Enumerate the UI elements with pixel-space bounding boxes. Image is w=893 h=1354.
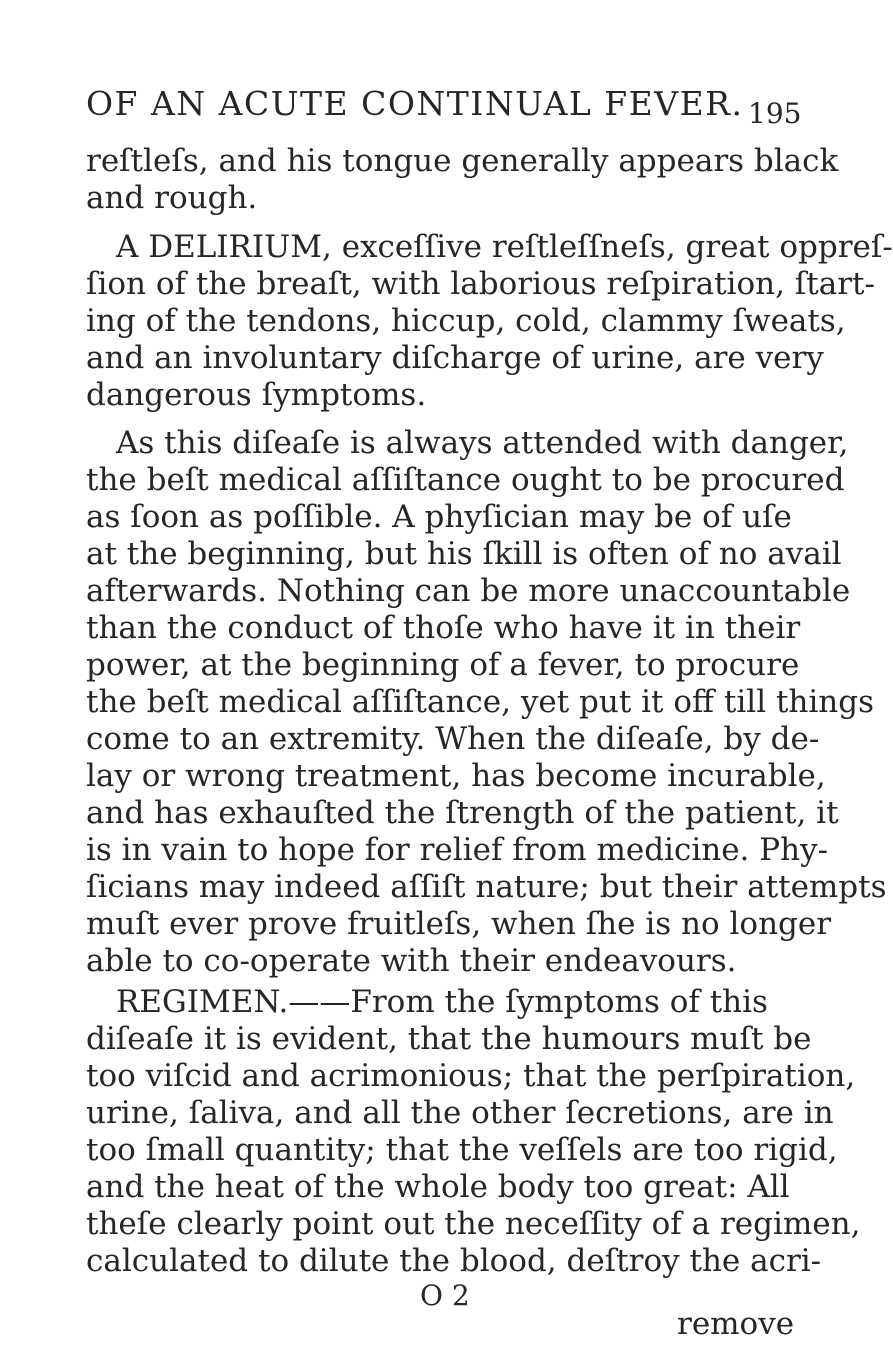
- text-line: too ſmall quantity; that the veſſels are too rigid,: [86, 1132, 838, 1168]
- text-line: too viſcid and acrimonious; that the perſpiration,: [86, 1058, 856, 1094]
- text-line: reſtleſs, and his tongue generally appears black: [86, 143, 839, 179]
- text-line: the beſt medical aſſiſtance ought to be procured: [86, 462, 845, 498]
- text-line: is in vain to hope for relief from medicine. Phy-: [86, 832, 829, 868]
- text-line: ing of the tendons, hiccup, cold, clammy ſweats,: [86, 303, 846, 339]
- text-line: muſt ever prove fruitleſs, when ſhe is no longer: [86, 906, 832, 942]
- text-line: ſicians may indeed aſſiſt nature; but their attempts: [86, 869, 887, 905]
- text-line: come to an extremity. When the diſeaſe, by de-: [86, 721, 820, 757]
- text-line: as ſoon as poſſible. A phyſician may be of uſe: [86, 499, 792, 535]
- text-line: A DELIRIUM, exceſſive reſtleſſneſs, great oppreſ-: [116, 229, 893, 265]
- text-line: ſion of the breaſt, with laborious reſpiration, ſtart-: [86, 266, 875, 302]
- text-line: the beſt medical aſſiſtance, yet put it off till things: [86, 684, 875, 720]
- text-line: lay or wrong treatment, has become incurable,: [86, 758, 826, 794]
- text-line: power, at the beginning of a fever, to procure: [86, 647, 800, 683]
- text-line: calculated to dilute the blood, deſtroy the acri-: [86, 1243, 822, 1279]
- text-line: and rough.: [86, 180, 258, 216]
- page-number: 195: [748, 97, 802, 130]
- text-line: diſeaſe it is evident, that the humours muſt be: [86, 1021, 812, 1057]
- section-heading-line: REGIMEN.——From the ſymptoms of this: [116, 984, 768, 1020]
- text-line: able to co-operate with their endeavours.: [86, 943, 737, 979]
- text-line: and has exhauſted the ſtrength of the patient, it: [86, 795, 839, 831]
- text-line: dangerous ſymptoms.: [86, 377, 427, 413]
- text-line: afterwards. Nothing can be more unaccountable: [86, 573, 851, 609]
- text-line: and an involuntary diſcharge of urine, are very: [86, 340, 824, 376]
- text-line: than the conduct of thoſe who have it in their: [86, 610, 801, 646]
- catchword: remove: [677, 1306, 795, 1342]
- text-line: theſe clearly point out the neceſſity of a regimen,: [86, 1206, 861, 1242]
- text-line: at the beginning, but his ſkill is often of no avail: [86, 536, 842, 572]
- text-line: and the heat of the whole body too great: All: [86, 1169, 790, 1205]
- running-head: OF AN ACUTE CONTINUAL FEVER.: [86, 84, 744, 123]
- text-line: urine, ſaliva, and all the other ſecretions, are in: [86, 1095, 834, 1131]
- text-line: As this diſeaſe is always attended with danger,: [116, 425, 849, 461]
- signature-mark: O 2: [420, 1279, 470, 1312]
